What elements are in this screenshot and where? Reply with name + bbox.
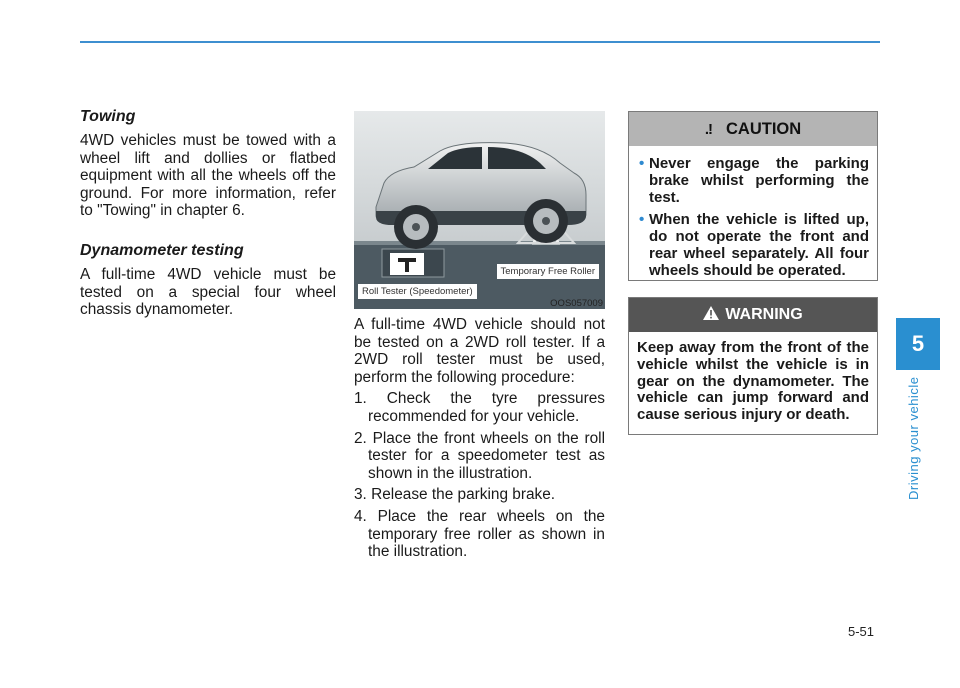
warning-triangle-icon — [703, 306, 719, 325]
dyno-text: A full-time 4WD vehicle must be tested on a special four wheel chassis dynamometer. — [80, 265, 336, 319]
towing-heading: Towing — [80, 108, 136, 125]
dyno-heading: Dynamometer testing — [80, 241, 244, 259]
procedure-intro: A full-time 4WD vehicle should not be tested on a 2WD roll tester. If a 2WD roll tester must be used, perform the following procedure: — [354, 316, 605, 386]
bullet-dot-icon: • — [639, 155, 645, 172]
procedure-steps — [354, 390, 605, 560]
header-rule — [80, 41, 880, 43]
caution-item-text: Never engage the parking brake whilst performing the test. — [649, 155, 869, 206]
figure-code: OOS057009 — [550, 298, 603, 309]
left-column — [80, 108, 336, 319]
middle-column — [354, 316, 605, 565]
bullet-dot-icon: • — [639, 211, 645, 229]
caution-list — [629, 156, 877, 280]
chapter-tab: 5 — [896, 318, 940, 370]
warning-header — [629, 298, 877, 332]
caution-box — [628, 111, 878, 281]
warning-text: Keep away from the front of the vehicle whilst the vehicle is in gear on the dynamometer. The vehicle can jump forward and cause serious injury or death. — [637, 339, 869, 424]
caution-item — [639, 156, 869, 206]
procedure-step: 3. Release the parking brake. — [354, 486, 556, 504]
caution-item — [639, 212, 869, 279]
dynamometer-illustration — [354, 111, 605, 309]
page-number: 5-51 — [848, 624, 875, 639]
towing-text: 4WD vehicles must be towed with a wheel lift and dollies or flatbed equipment with all the wheels off the ground. For more information, refer to "Towing" in chapter 6. — [80, 132, 336, 220]
car-on-roller-image — [354, 111, 605, 309]
procedure-step: 1. Check the tyre pressures recommended for your vehicle. — [354, 390, 605, 425]
temporary-free-roller-label: Temporary Free Roller — [497, 264, 600, 279]
caution-header — [629, 112, 877, 146]
caution-title: CAUTION — [726, 119, 802, 138]
caution-item-text: When the vehicle is lifted up, do not operate the front and rear wheel separately. All four wheels should be operated. — [649, 211, 869, 279]
procedure-step: 2. Place the front wheels on the roll tester for a speedometer test as shown in the illustration. — [354, 429, 605, 482]
procedure-step: 4. Place the rear wheels on the temporary free roller as shown in the illustration. — [354, 507, 605, 561]
caution-icon: .! — [704, 120, 712, 138]
chapter-title: Driving your vehicle — [906, 376, 921, 500]
warning-box — [628, 297, 878, 435]
roll-tester-label: Roll Tester (Speedometer) — [358, 284, 477, 299]
warning-title: WARNING — [725, 306, 803, 323]
